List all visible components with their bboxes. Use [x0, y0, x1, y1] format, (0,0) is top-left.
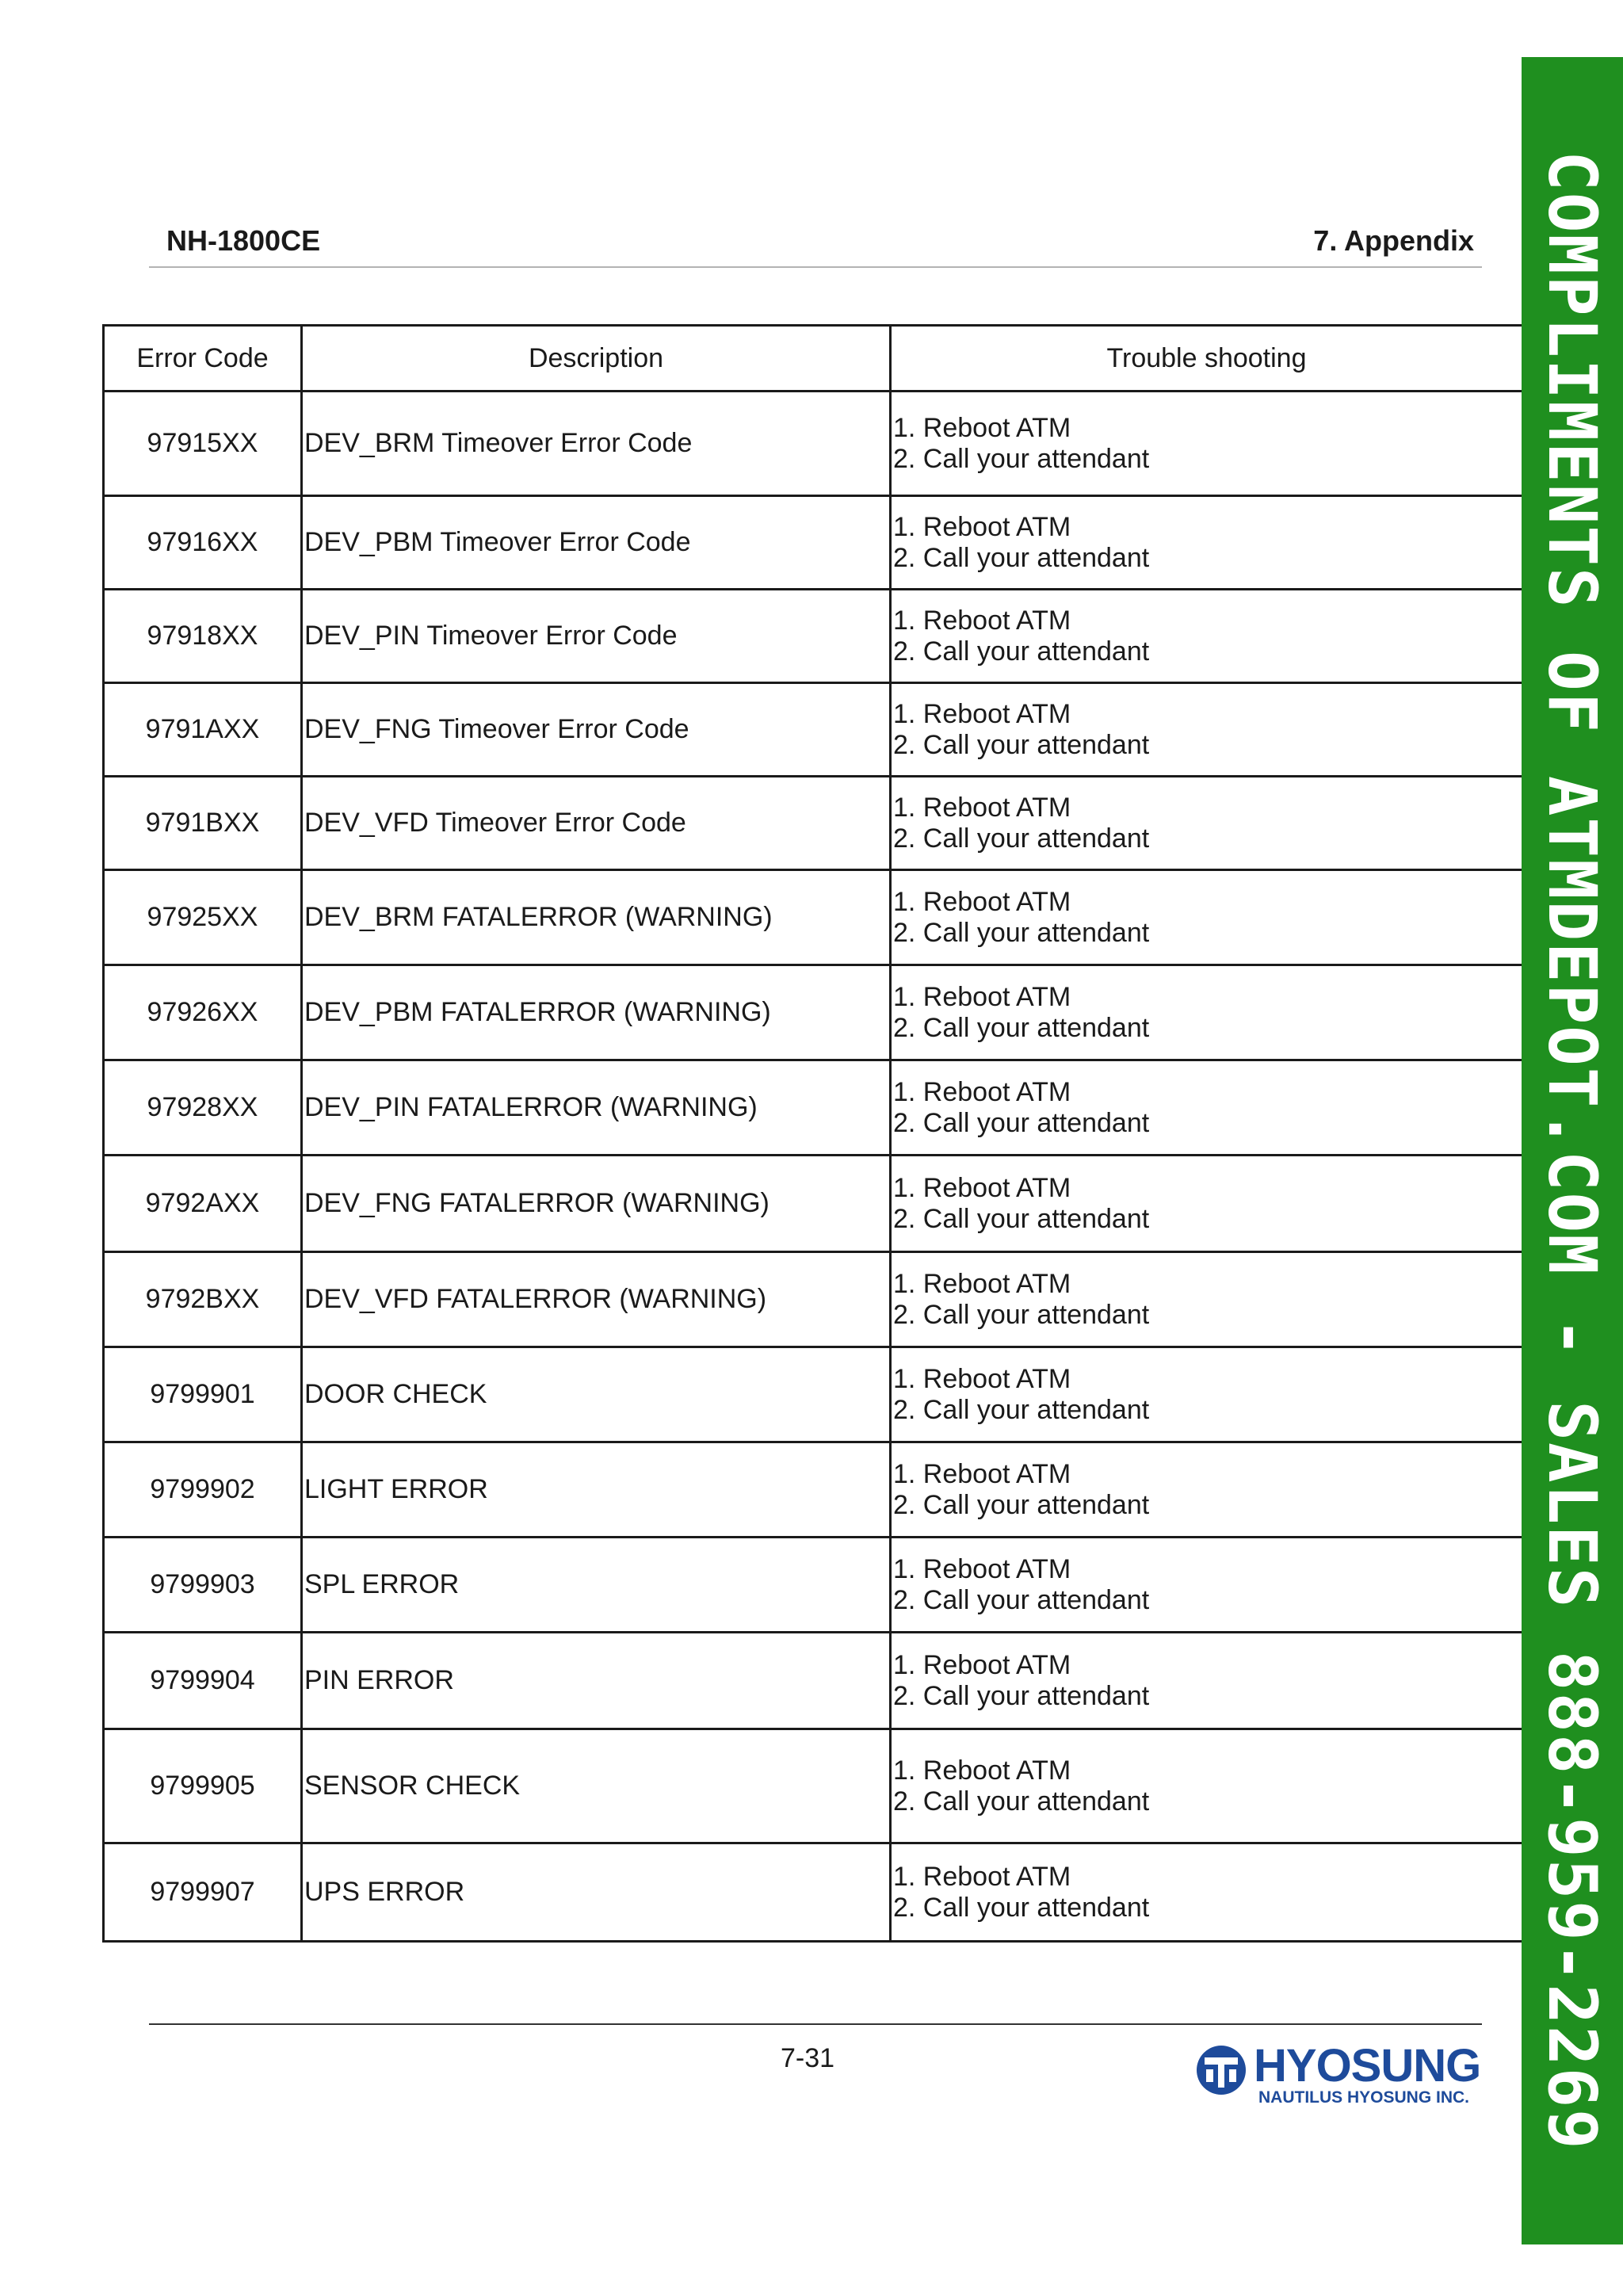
- description-cell: DEV_BRM Timeover Error Code: [302, 392, 891, 496]
- trouble-shooting-cell: [891, 1843, 1523, 1942]
- error-code-cell: 9799904: [104, 1633, 302, 1729]
- document-model: NH-1800CE: [166, 224, 321, 257]
- page-number: 7-31: [781, 2043, 835, 2073]
- description-cell: DEV_PIN FATALERROR (WARNING): [302, 1060, 891, 1156]
- footer-divider: [149, 2023, 1482, 2025]
- trouble-shooting-cell: [891, 683, 1523, 777]
- trouble-shooting-step: 1. Reboot ATM: [893, 981, 1071, 1012]
- trouble-shooting-step: 2. Call your attendant: [893, 1584, 1150, 1615]
- table-row: [104, 590, 1523, 683]
- description-cell: DEV_VFD FATALERROR (WARNING): [302, 1252, 891, 1347]
- description-cell: PIN ERROR: [302, 1633, 891, 1729]
- trouble-shooting-step: 2. Call your attendant: [893, 917, 1150, 948]
- error-code-cell: 9791AXX: [104, 683, 302, 777]
- error-code-cell: 9791BXX: [104, 777, 302, 870]
- table-row: [104, 1252, 1523, 1347]
- description-cell: UPS ERROR: [302, 1843, 891, 1942]
- table-row: [104, 777, 1523, 870]
- trouble-shooting-cell: [891, 392, 1523, 496]
- trouble-shooting-cell: [891, 496, 1523, 590]
- trouble-shooting-cell: [891, 590, 1523, 683]
- description-cell: SENSOR CHECK: [302, 1729, 891, 1843]
- trouble-shooting-step: 1. Reboot ATM: [893, 1076, 1071, 1107]
- trouble-shooting-step: 2. Call your attendant: [893, 1680, 1150, 1711]
- trouble-shooting-step: 2. Call your attendant: [893, 1786, 1150, 1817]
- table-row: [104, 1060, 1523, 1156]
- trouble-shooting-step: 1. Reboot ATM: [893, 511, 1071, 542]
- trouble-shooting-step: 1. Reboot ATM: [893, 1172, 1071, 1203]
- description-cell: DEV_PIN Timeover Error Code: [302, 590, 891, 683]
- table-row: [104, 870, 1523, 965]
- error-code-cell: 97926XX: [104, 965, 302, 1060]
- trouble-shooting-step: 2. Call your attendant: [893, 1299, 1150, 1330]
- error-code-cell: 97918XX: [104, 590, 302, 683]
- trouble-shooting-step: 1. Reboot ATM: [893, 792, 1071, 823]
- column-header-error-code: Error Code: [104, 326, 302, 392]
- error-code-cell: 9799907: [104, 1843, 302, 1942]
- section-title: 7. Appendix: [1313, 224, 1474, 257]
- table-row: [104, 1633, 1523, 1729]
- trouble-shooting-step: 1. Reboot ATM: [893, 1268, 1071, 1299]
- column-header-trouble-shooting: Trouble shooting: [891, 326, 1523, 392]
- error-code-table: [102, 324, 1524, 1943]
- table-row: [104, 1156, 1523, 1252]
- error-code-cell: 97928XX: [104, 1060, 302, 1156]
- error-code-cell: 97915XX: [104, 392, 302, 496]
- trouble-shooting-cell: [891, 777, 1523, 870]
- sales-sidebar: [1522, 57, 1623, 2244]
- hyosung-emblem-icon: [1195, 2044, 1247, 2096]
- error-code-cell: 97925XX: [104, 870, 302, 965]
- trouble-shooting-step: 2. Call your attendant: [893, 1012, 1150, 1043]
- trouble-shooting-cell: [891, 1060, 1523, 1156]
- table-header-row: [104, 326, 1523, 392]
- description-cell: DEV_FNG FATALERROR (WARNING): [302, 1156, 891, 1252]
- trouble-shooting-step: 2. Call your attendant: [893, 1892, 1150, 1923]
- sales-sidebar-text: COMPLIMENTS OF ATMDEPOT.COM - SALES 888-959-2269: [1533, 151, 1611, 2151]
- description-cell: SPL ERROR: [302, 1538, 891, 1633]
- description-cell: DEV_PBM FATALERROR (WARNING): [302, 965, 891, 1060]
- trouble-shooting-step: 1. Reboot ATM: [893, 1553, 1071, 1584]
- table-row: [104, 1347, 1523, 1442]
- trouble-shooting-step: 1. Reboot ATM: [893, 886, 1071, 917]
- trouble-shooting-cell: [891, 870, 1523, 965]
- trouble-shooting-step: 2. Call your attendant: [893, 1394, 1150, 1425]
- trouble-shooting-cell: [891, 1156, 1523, 1252]
- trouble-shooting-step: 1. Reboot ATM: [893, 1755, 1071, 1786]
- trouble-shooting-step: 2. Call your attendant: [893, 823, 1150, 854]
- trouble-shooting-step: 1. Reboot ATM: [893, 698, 1071, 729]
- trouble-shooting-cell: [891, 1538, 1523, 1633]
- trouble-shooting-cell: [891, 1252, 1523, 1347]
- trouble-shooting-step: 2. Call your attendant: [893, 1107, 1150, 1138]
- trouble-shooting-step: 1. Reboot ATM: [893, 1458, 1071, 1489]
- error-code-cell: 9799905: [104, 1729, 302, 1843]
- trouble-shooting-cell: [891, 965, 1523, 1060]
- trouble-shooting-cell: [891, 1633, 1523, 1729]
- trouble-shooting-step: 2. Call your attendant: [893, 542, 1150, 573]
- table-row: [104, 1538, 1523, 1633]
- table-row: [104, 1729, 1523, 1843]
- description-cell: LIGHT ERROR: [302, 1442, 891, 1538]
- error-code-cell: 9799903: [104, 1538, 302, 1633]
- trouble-shooting-cell: [891, 1347, 1523, 1442]
- trouble-shooting-step: 1. Reboot ATM: [893, 1861, 1071, 1892]
- trouble-shooting-step: 2. Call your attendant: [893, 443, 1150, 474]
- description-cell: DEV_BRM FATALERROR (WARNING): [302, 870, 891, 965]
- trouble-shooting-step: 1. Reboot ATM: [893, 605, 1071, 636]
- table-body: [104, 392, 1523, 1942]
- error-code-cell: 9792AXX: [104, 1156, 302, 1252]
- description-cell: DOOR CHECK: [302, 1347, 891, 1442]
- trouble-shooting-step: 2. Call your attendant: [893, 729, 1150, 760]
- trouble-shooting-step: 1. Reboot ATM: [893, 1363, 1071, 1394]
- header-divider: [149, 266, 1482, 268]
- column-header-description: Description: [302, 326, 891, 392]
- error-code-cell: 9799902: [104, 1442, 302, 1538]
- trouble-shooting-step: 1. Reboot ATM: [893, 412, 1071, 443]
- trouble-shooting-step: 1. Reboot ATM: [893, 1649, 1071, 1680]
- table-row: [104, 496, 1523, 590]
- trouble-shooting-cell: [891, 1729, 1523, 1843]
- hyosung-logo: [1195, 2040, 1481, 2112]
- error-code-cell: 9792BXX: [104, 1252, 302, 1347]
- description-cell: DEV_VFD Timeover Error Code: [302, 777, 891, 870]
- error-code-cell: 9799901: [104, 1347, 302, 1442]
- trouble-shooting-step: 2. Call your attendant: [893, 1489, 1150, 1520]
- error-code-cell: 97916XX: [104, 496, 302, 590]
- trouble-shooting-cell: [891, 1442, 1523, 1538]
- description-cell: DEV_FNG Timeover Error Code: [302, 683, 891, 777]
- table-row: [104, 392, 1523, 496]
- trouble-shooting-step: 2. Call your attendant: [893, 636, 1150, 667]
- table-row: [104, 1442, 1523, 1538]
- table-row: [104, 683, 1523, 777]
- logo-wordmark: HYOSUNG: [1254, 2040, 1481, 2092]
- trouble-shooting-step: 2. Call your attendant: [893, 1203, 1150, 1234]
- table-row: [104, 1843, 1523, 1942]
- logo-subtitle: NAUTILUS HYOSUNG INC.: [1258, 2088, 1470, 2107]
- description-cell: DEV_PBM Timeover Error Code: [302, 496, 891, 590]
- table-row: [104, 965, 1523, 1060]
